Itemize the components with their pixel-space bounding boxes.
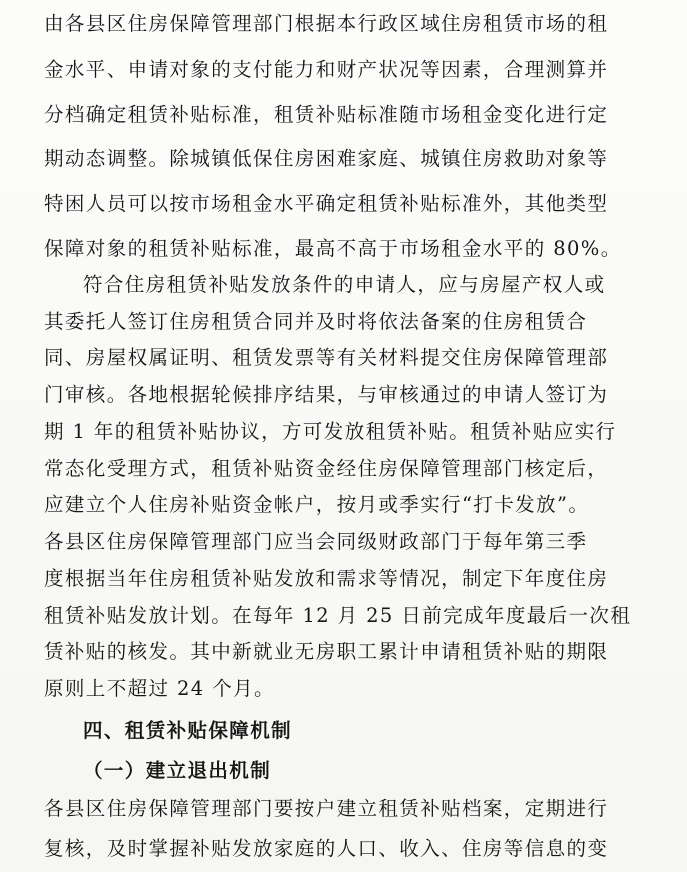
text-line: 门审核。各地根据轮候排序结果，与审核通过的申请人签订为 — [44, 383, 609, 406]
text-line: 期 1 年的租赁补贴协议，方可发放租赁补贴。租赁补贴应实行 — [44, 420, 617, 443]
text-line: 同、房屋权属证明、租赁发票等有关材料提交住房保障管理部 — [44, 346, 609, 369]
text-line: 特困人员可以按市场租金水平确定租赁补贴标准外，其他类型 — [44, 192, 609, 215]
text-line: 租赁补贴发放计划。在每年 12 月 25 日前完成年度最后一次租 — [44, 604, 632, 627]
subsection-heading: （一）建立退出机制 — [83, 759, 272, 782]
text-line: 金水平、申请对象的支付能力和财产状况等因素，合理测算并 — [44, 58, 609, 81]
text-line: 原则上不超过 24 个月。 — [44, 677, 275, 700]
text-line: 各县区住房保障管理部门要按户建立租赁补贴档案，定期进行 — [44, 797, 609, 820]
section-heading: 四、租赁补贴保障机制 — [83, 719, 293, 742]
text-line: 期动态调整。除城镇低保住房困难家庭、城镇住房救助对象等 — [44, 147, 609, 170]
text-line: 由各县区住房保障管理部门根据本行政区域住房租赁市场的租 — [44, 12, 609, 35]
text-line: 赁补贴的核发。其中新就业无房职工累计申请租赁补贴的期限 — [44, 640, 609, 663]
text-line: 符合住房租赁补贴发放条件的申请人，应与房屋产权人或 — [83, 273, 606, 296]
text-line: 常态化受理方式，租赁补贴资金经住房保障管理部门核定后， — [44, 457, 609, 480]
text-line: 其委托人签订住房租赁合同并及时将依法备案的住房租赁合 — [44, 310, 588, 333]
text-line: 分档确定租赁补贴标准，租赁补贴标准随市场租金变化进行定 — [44, 103, 609, 126]
text-line: 应建立个人住房补贴资金帐户，按月或季实行“打卡发放”。 — [44, 493, 590, 516]
text-line: 复核，及时掌握补贴发放家庭的人口、收入、住房等信息的变 — [44, 837, 609, 860]
text-line: 保障对象的租赁补贴标准，最高不高于市场租金水平的 80%。 — [44, 237, 622, 260]
text-line: 度根据当年住房租赁补贴发放和需求等情况，制定下年度住房 — [44, 567, 609, 590]
text-line: 各县区住房保障管理部门应当会同级财政部门于每年第三季 — [44, 530, 588, 553]
